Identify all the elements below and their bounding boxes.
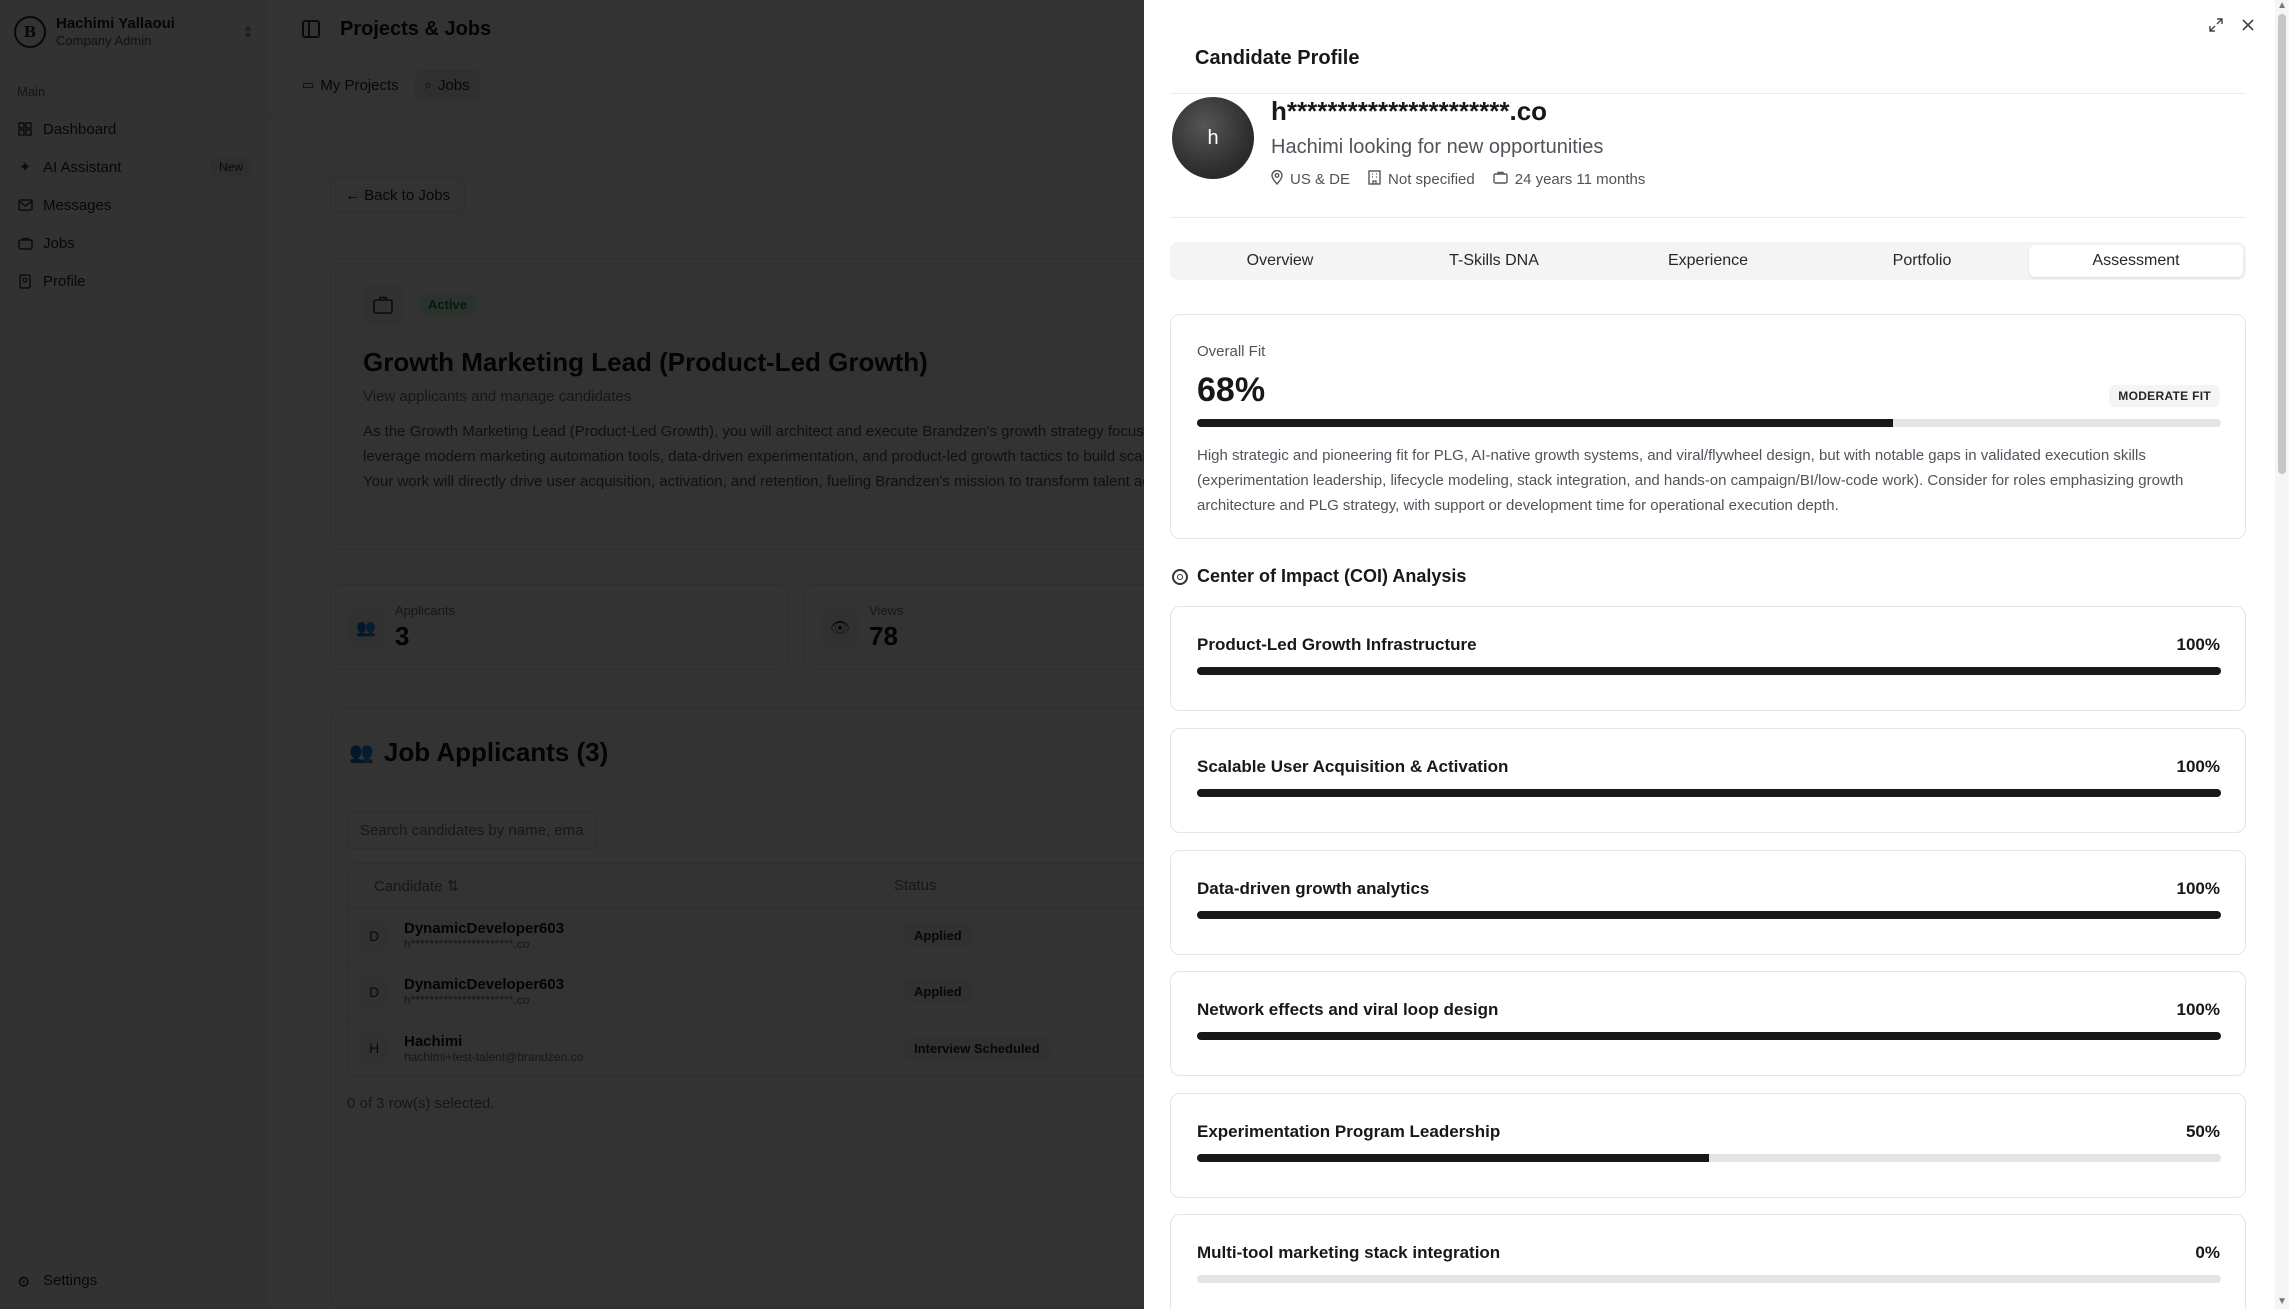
coi-progress (1197, 789, 2221, 797)
coi-progress (1197, 1275, 2221, 1283)
coi-card (1170, 1214, 2246, 1309)
coi-percent: 100% (2176, 1000, 2220, 1019)
profile-tabs (1170, 242, 2246, 280)
candidate-meta (1271, 170, 1663, 188)
coi-progress (1197, 911, 2221, 919)
coi-progress (1197, 667, 2221, 675)
coi-card (1170, 606, 2246, 711)
drawer-scrollbar[interactable] (2275, 0, 2289, 1309)
avatar: h (1172, 97, 1254, 179)
coi-percent: 100% (2176, 879, 2220, 898)
progress-fill (1197, 419, 1893, 427)
tab-experience[interactable]: Experience (1667, 252, 1749, 269)
progress-fill (1197, 789, 2221, 797)
map-pin-icon (1271, 170, 1283, 188)
progress-fill (1197, 667, 2221, 675)
coi-name: Scalable User Acquisition & Activation (1197, 757, 1509, 776)
tab-assessment[interactable]: Assessment (2029, 245, 2243, 277)
progress-fill (1197, 911, 2221, 919)
coi-card (1170, 850, 2246, 955)
candidate-profile-drawer (1144, 0, 2289, 1309)
coi-title: Center of Impact (COI) Analysis (1197, 566, 1467, 586)
target-icon (1172, 569, 1188, 585)
coi-name: Network effects and viral loop design (1197, 1000, 1499, 1019)
progress-fill (1197, 1032, 2221, 1040)
expand-icon[interactable] (2205, 14, 2227, 36)
coi-name: Multi-tool marketing stack integration (1197, 1243, 1501, 1262)
progress-fill (1197, 1154, 1709, 1162)
scrollbar-thumb[interactable] (2278, 14, 2286, 474)
coi-name: Data-driven growth analytics (1197, 879, 1430, 898)
coi-progress (1197, 1154, 2221, 1162)
tab-t-skills-dna[interactable]: T-Skills DNA (1449, 252, 1539, 269)
coi-heading (1172, 566, 1466, 587)
drawer-title: Candidate Profile (1195, 47, 1360, 69)
divider (1170, 93, 2246, 94)
coi-card (1170, 971, 2246, 1076)
briefcase-icon (1493, 171, 1508, 187)
candidate-company: Not specified (1388, 170, 1475, 188)
overall-fit-label: Overall Fit (1197, 343, 1266, 360)
tab-overview[interactable]: Overview (1246, 252, 1314, 269)
coi-name: Product-Led Growth Infrastructure (1197, 635, 1477, 654)
scroll-down-icon[interactable]: ▼ (2277, 1296, 2287, 1307)
fit-summary: High strategic and pioneering fit for PLG, AI-native growth systems, and viral/flywheel design, but with notable gaps in validated execution skills (experimentation leadership, lifecycle modeling, stack integration, and hands-on campaign/BI/low-code work). Consider for roles emphasizing growth architecture and PLG strategy, with support or development time for operational execution depth. (1197, 447, 2184, 514)
candidate-location: US & DE (1290, 170, 1351, 188)
coi-percent: 100% (2176, 635, 2220, 654)
overall-fit-progress (1197, 419, 2221, 427)
coi-card (1170, 1093, 2246, 1198)
tab-portfolio[interactable]: Portfolio (1892, 252, 1952, 269)
candidate-headline: Hachimi looking for new opportunities (1271, 136, 1604, 158)
scroll-up-icon[interactable]: ▲ (2277, 0, 2287, 11)
coi-progress (1197, 1032, 2221, 1040)
overall-fit-value: 68% (1197, 371, 1266, 409)
coi-percent: 100% (2176, 757, 2220, 776)
coi-percent: 50% (2185, 1122, 2220, 1141)
divider (1170, 217, 2246, 218)
fit-badge: MODERATE FIT (2109, 385, 2220, 407)
candidate-email: h**********************.co (1271, 96, 1548, 126)
building-icon (1368, 170, 1381, 188)
close-icon[interactable] (2237, 14, 2259, 36)
coi-percent: 0% (2195, 1243, 2220, 1262)
candidate-experience: 24 years 11 months (1514, 170, 1646, 188)
overall-fit-card (1170, 314, 2246, 539)
coi-card (1170, 728, 2246, 833)
coi-name: Experimentation Program Leadership (1197, 1122, 1501, 1141)
modal-overlay[interactable] (0, 0, 1144, 1309)
